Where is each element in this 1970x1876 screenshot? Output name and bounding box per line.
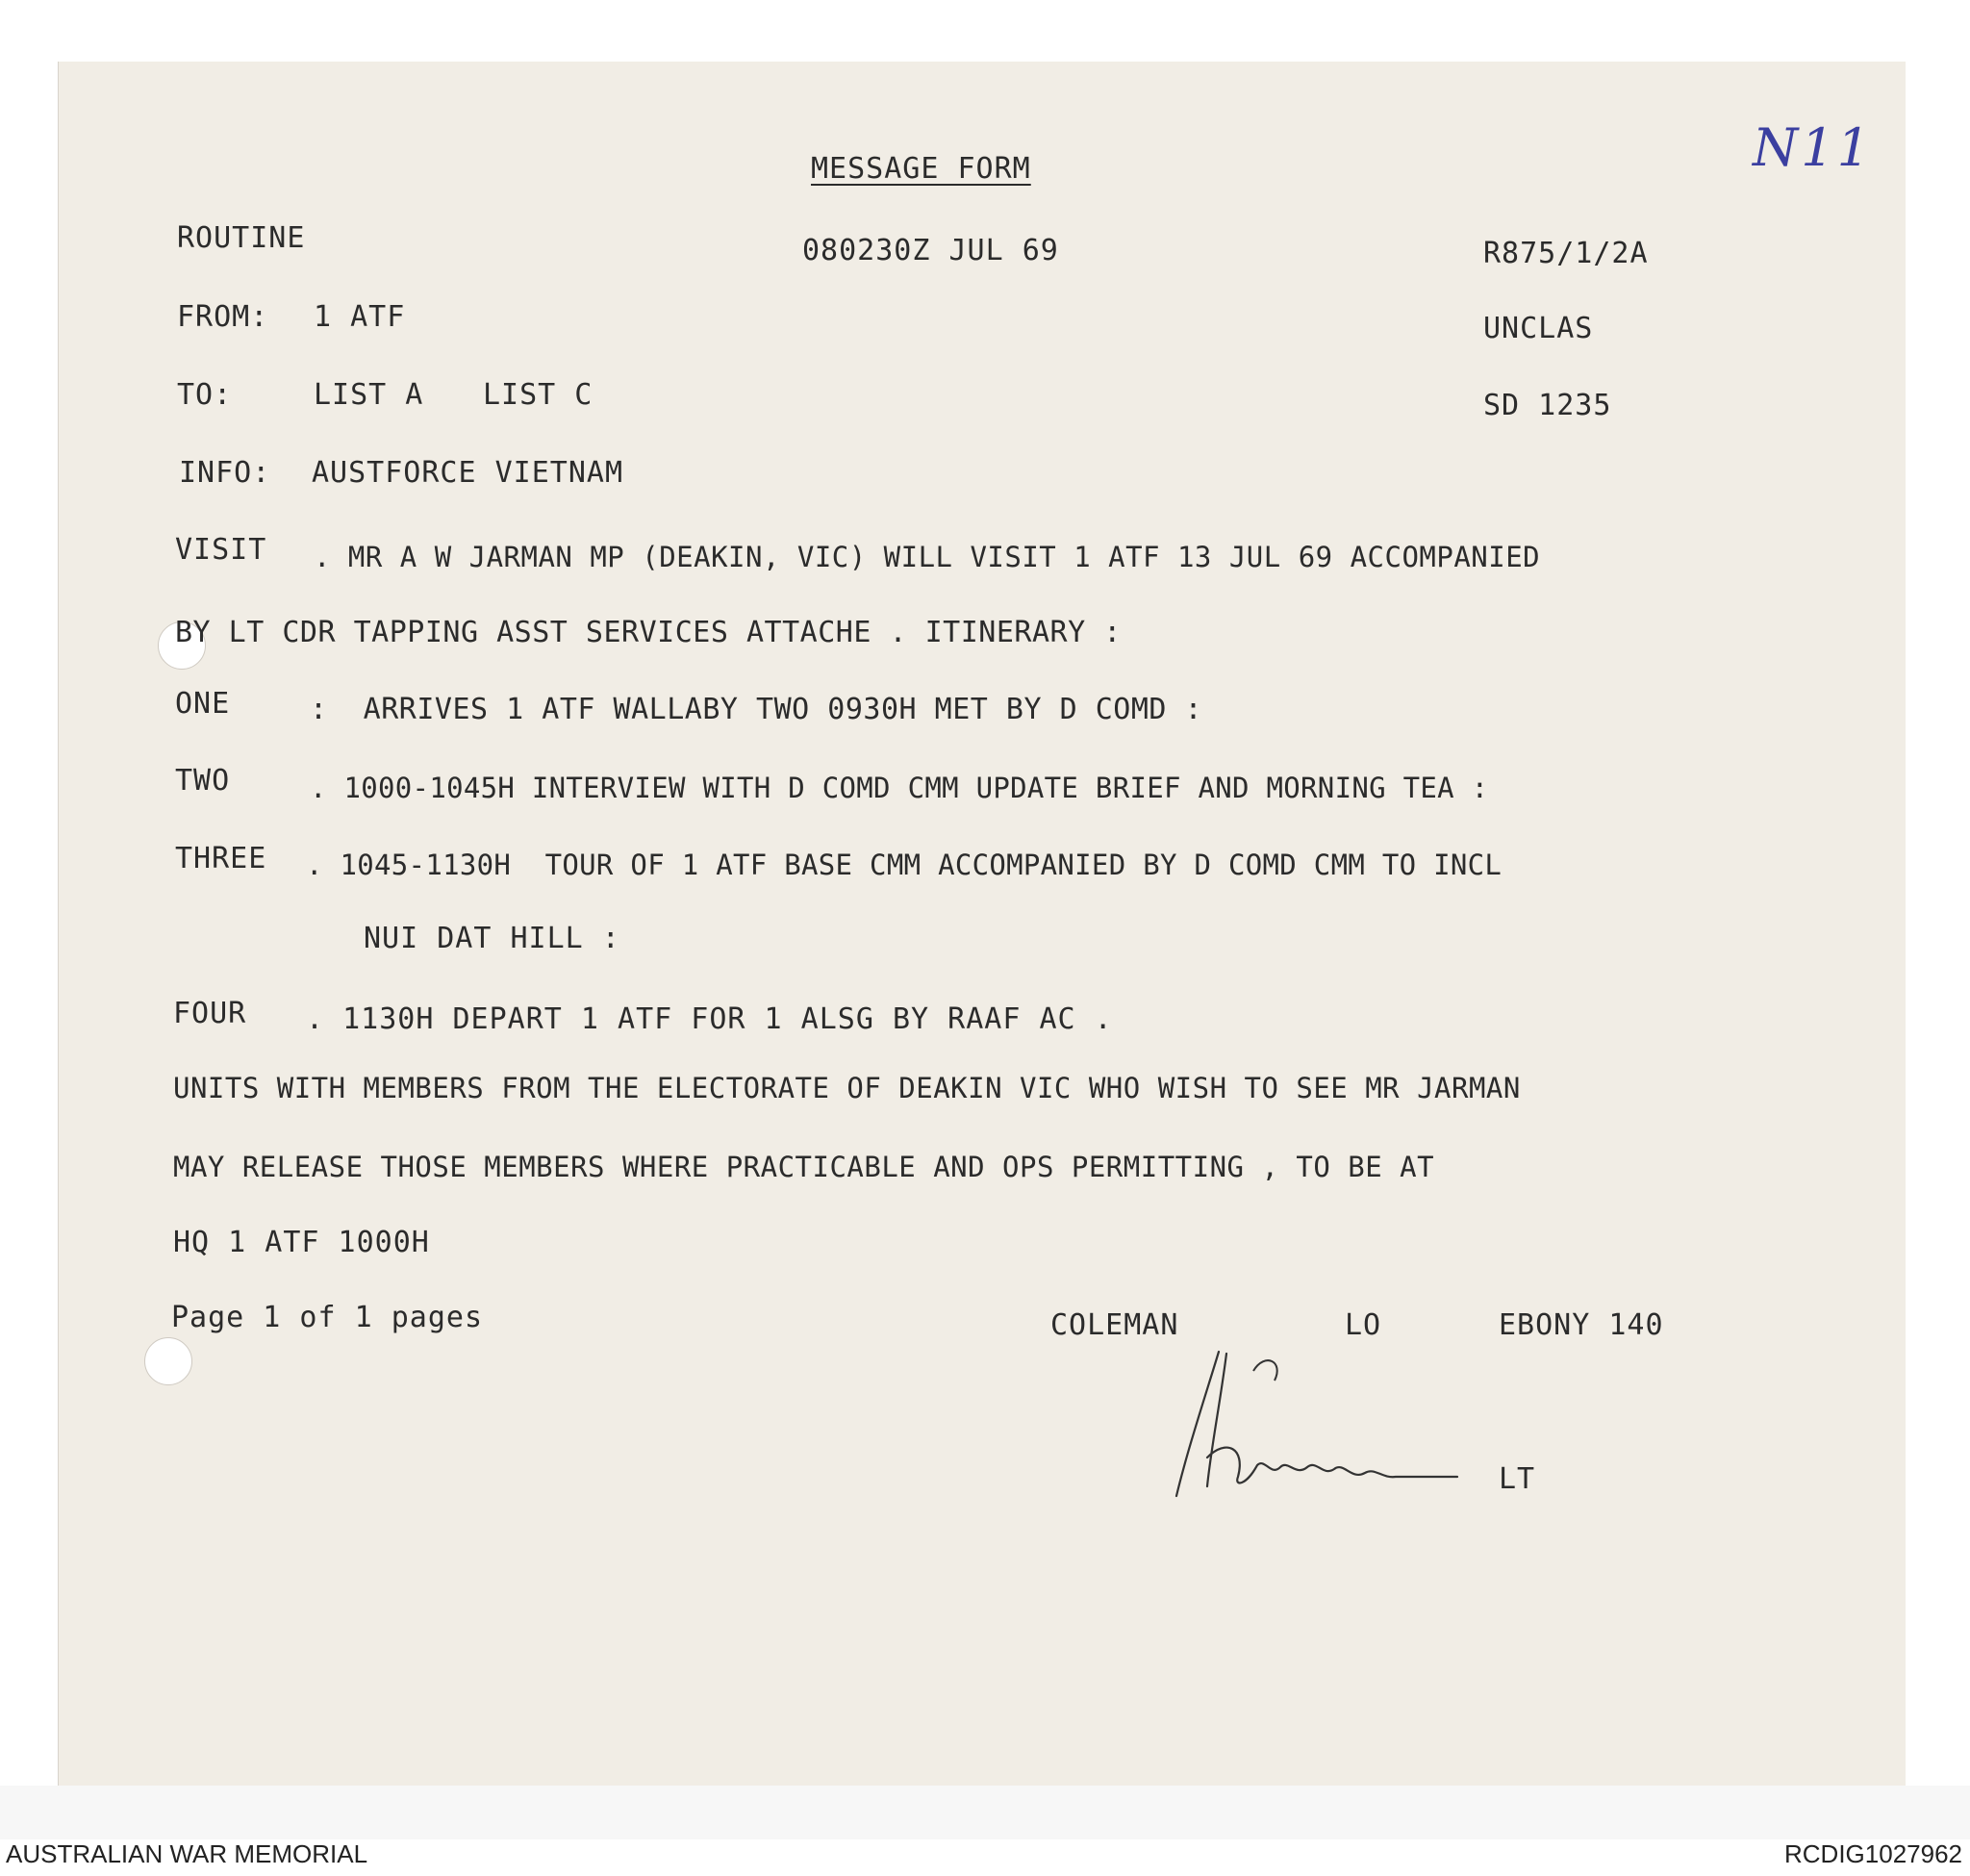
- item-label-four: FOUR: [173, 997, 247, 1030]
- date-time-group: 080230Z JUL 69: [802, 234, 1059, 267]
- handwritten-mark: N11: [1753, 117, 1873, 178]
- from-label: FROM:: [177, 300, 269, 334]
- file-reference: R875/1/2A: [1483, 237, 1649, 270]
- to-value-1: LIST A: [314, 378, 424, 412]
- visit-text-line1: . MR A W JARMAN MP (DEAKIN, VIC) WILL VISIT 1 ATF 13 JUL 69 ACCOMPANIED: [314, 541, 1541, 573]
- handwritten-signature: [1169, 1342, 1477, 1506]
- originator-appointment: LO: [1345, 1308, 1382, 1342]
- page-count: Page 1 of 1 pages: [171, 1301, 484, 1334]
- closing-line-1: UNITS WITH MEMBERS FROM THE ELECTORATE OF DEAKIN VIC WHO WISH TO SEE MR JARMAN: [173, 1072, 1521, 1104]
- closing-line-2: MAY RELEASE THOSE MEMBERS WHERE PRACTICABLE AND OPS PERMITTING , TO BE AT: [173, 1151, 1435, 1183]
- to-value-2: LIST C: [483, 378, 594, 412]
- item-text-four: . 1130H DEPART 1 ATF FOR 1 ALSG BY RAAF AC .: [306, 1002, 1113, 1036]
- item-label-two: TWO: [175, 764, 231, 798]
- archive-id: RCDIG1027962: [1784, 1839, 1962, 1868]
- item-text-two: . 1000-1045H INTERVIEW WITH D COMD CMM UPDATE BRIEF AND MORNING TEA :: [310, 772, 1489, 804]
- originator-phone: EBONY 140: [1499, 1308, 1664, 1342]
- form-title: MESSAGE FORM: [811, 152, 1031, 186]
- visit-label: VISIT: [175, 533, 267, 567]
- item-text-one: : ARRIVES 1 ATF WALLABY TWO 0930H MET BY D COMD :: [310, 693, 1203, 726]
- info-value: AUSTFORCE VIETNAM: [312, 456, 624, 490]
- originator-name: COLEMAN: [1050, 1308, 1179, 1342]
- scan-margin: [0, 1786, 1970, 1839]
- item-label-one: ONE: [175, 687, 231, 721]
- item-text-three: . 1045-1130H TOUR OF 1 ATF BASE CMM ACCOMPANIED BY D COMD CMM TO INCL: [306, 849, 1503, 881]
- item-text-three-continued: NUI DAT HILL :: [364, 922, 620, 955]
- closing-line-3: HQ 1 ATF 1000H: [173, 1226, 430, 1259]
- from-value: 1 ATF: [314, 300, 406, 334]
- classification: UNCLAS: [1483, 312, 1594, 345]
- to-label: TO:: [177, 378, 233, 412]
- archive-credit: AUSTRALIAN WAR MEMORIAL: [6, 1839, 368, 1868]
- precedence: ROUTINE: [177, 221, 306, 255]
- serial-number: SD 1235: [1483, 389, 1612, 422]
- info-label: INFO:: [179, 456, 271, 490]
- signatory-rank: LT: [1499, 1462, 1536, 1496]
- item-label-three: THREE: [175, 842, 267, 875]
- punch-hole-bottom: [144, 1337, 192, 1385]
- visit-text-line2: BY LT CDR TAPPING ASST SERVICES ATTACHE . ITINERARY :: [175, 616, 1122, 649]
